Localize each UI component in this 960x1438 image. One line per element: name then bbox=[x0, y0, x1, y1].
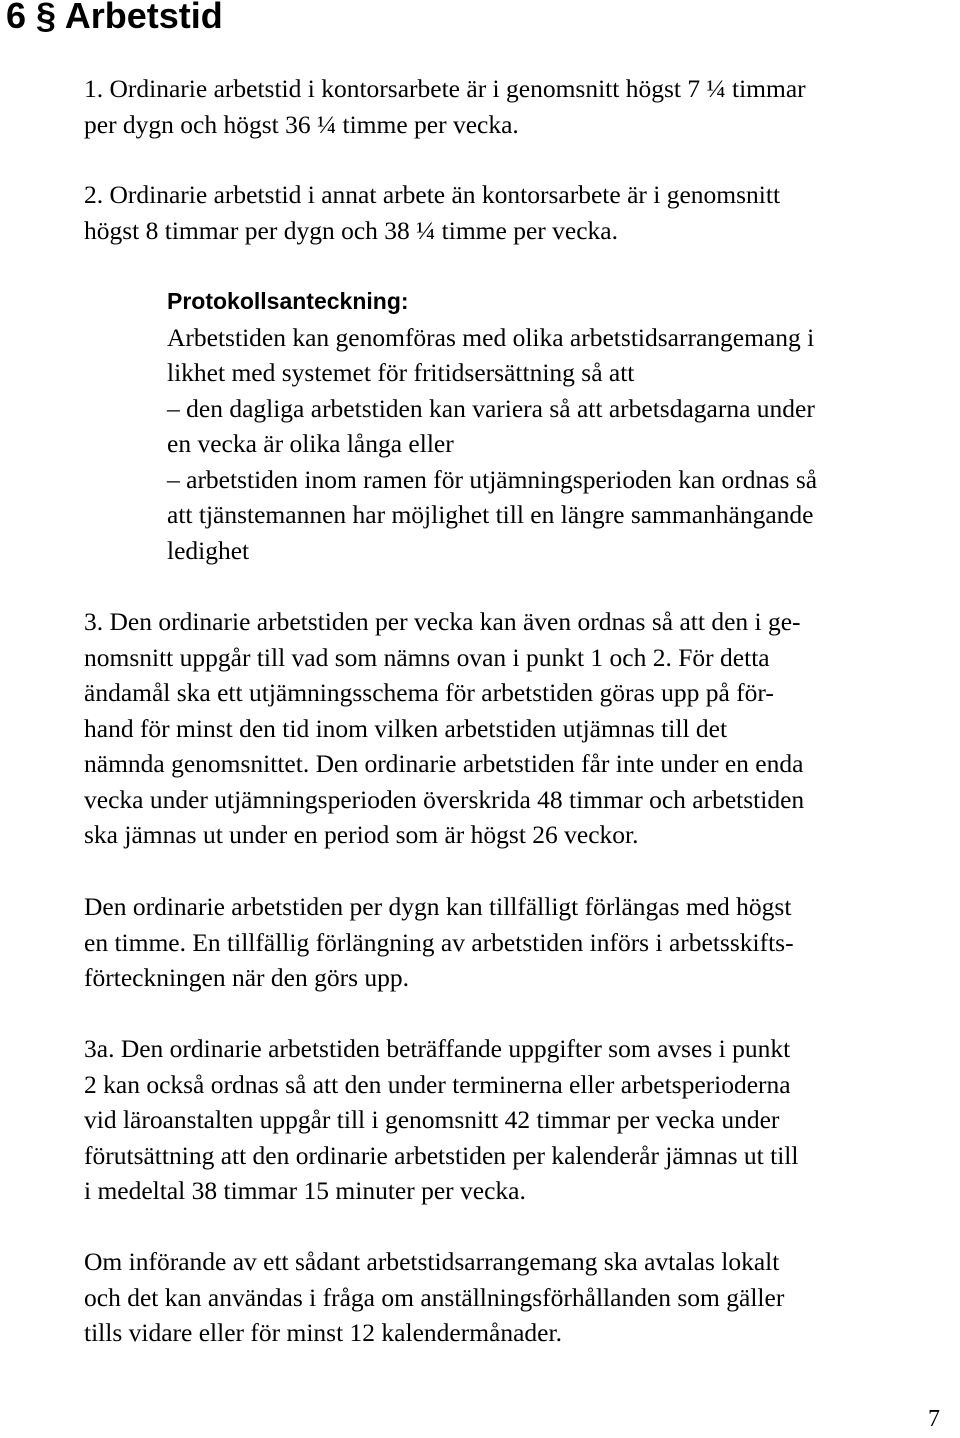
text-line: ändamål ska ett utjämningsschema för arbetstiden göras upp på för- bbox=[84, 678, 774, 707]
text-line: vid läroanstalten uppgår till i genomsnitt 42 timmar per vecka under bbox=[84, 1105, 780, 1134]
text-line: ledighet bbox=[167, 535, 250, 565]
text-line: förteckningen när den görs upp. bbox=[84, 963, 410, 992]
text-line: 3a. Den ordinarie arbetstiden beträffande uppgifter som avses i punkt bbox=[84, 1034, 791, 1063]
paragraph-item-3 bbox=[84, 604, 804, 853]
text-line: likhet med systemet för fritidsersättning så att bbox=[167, 358, 635, 387]
text-line: förutsättning att den ordinarie arbetstiden per kalenderår jämnas ut till bbox=[84, 1140, 799, 1170]
text-line: och det kan användas i fråga om anställningsförhållanden som gäller bbox=[84, 1282, 785, 1312]
text-line: 1. Ordinarie arbetstid i kontorsarbete är i genomsnitt högst 7 ¼ timmar bbox=[84, 74, 806, 103]
text-line: Om införande av ett sådant arbetstidsarrangemang ska avtalas lokalt bbox=[84, 1247, 780, 1276]
paragraph-local-agreement bbox=[84, 1244, 784, 1351]
text-line: tills vidare eller för minst 12 kalendermånader. bbox=[84, 1318, 562, 1347]
paragraph-item-2 bbox=[84, 177, 780, 248]
text-line: att tjänstemannen har möjlighet till en längre sammanhängande bbox=[167, 500, 814, 529]
text-line: 3. Den ordinarie arbetstiden per vecka kan även ordnas så att den i ge- bbox=[84, 607, 801, 636]
text-line: nämnda genomsnittet. Den ordinarie arbetstiden får inte under en enda bbox=[84, 749, 804, 778]
page-number: 7 bbox=[928, 1406, 940, 1432]
text-line: en timme. En tillfällig förlängning av arbetstiden införs i arbetsskifts- bbox=[84, 927, 794, 957]
text-line: 2. Ordinarie arbetstid i annat arbete än kontorsarbete är i genomsnitt bbox=[84, 180, 781, 209]
text-line: Den ordinarie arbetstiden per dygn kan tillfälligt förlängas med högst bbox=[84, 892, 792, 921]
text-line: – arbetstiden inom ramen för utjämningsperioden kan ordnas så bbox=[167, 464, 818, 494]
paragraph-item-3a bbox=[84, 1031, 798, 1209]
protocol-note-heading: Protokollsanteckning: bbox=[167, 288, 409, 314]
text-line: vecka under utjämningsperioden överskrida 48 timmar och arbetstiden bbox=[84, 784, 805, 814]
text-line: Arbetstiden kan genomföras med olika arbetstidsarrangemang i bbox=[167, 322, 815, 352]
text-line: 2 kan också ordnas så att den under terminerna eller arbetsperioderna bbox=[84, 1069, 791, 1099]
text-line: hand för minst den tid inom vilken arbetstiden utjämnas till det bbox=[84, 713, 728, 743]
text-line: i medeltal 38 timmar 15 minuter per vecka. bbox=[84, 1176, 526, 1205]
text-line: ska jämnas ut under en period som är högst 26 veckor. bbox=[84, 820, 639, 849]
text-line: per dygn och högst 36 ¼ timme per vecka. bbox=[84, 109, 519, 139]
paragraph-daily-extension bbox=[84, 889, 794, 996]
text-line: en vecka är olika långa eller bbox=[167, 429, 454, 458]
section-heading: 6 § Arbetstid bbox=[6, 0, 223, 36]
text-line: – den dagliga arbetstiden kan variera så att arbetsdagarna under bbox=[167, 393, 815, 423]
text-line: högst 8 timmar per dygn och 38 ¼ timme per vecka. bbox=[84, 215, 618, 245]
text-line: nomsnitt uppgår till vad som nämns ovan i punkt 1 och 2. För detta bbox=[84, 642, 770, 672]
protocol-note bbox=[167, 284, 817, 568]
paragraph-item-1 bbox=[84, 71, 806, 142]
